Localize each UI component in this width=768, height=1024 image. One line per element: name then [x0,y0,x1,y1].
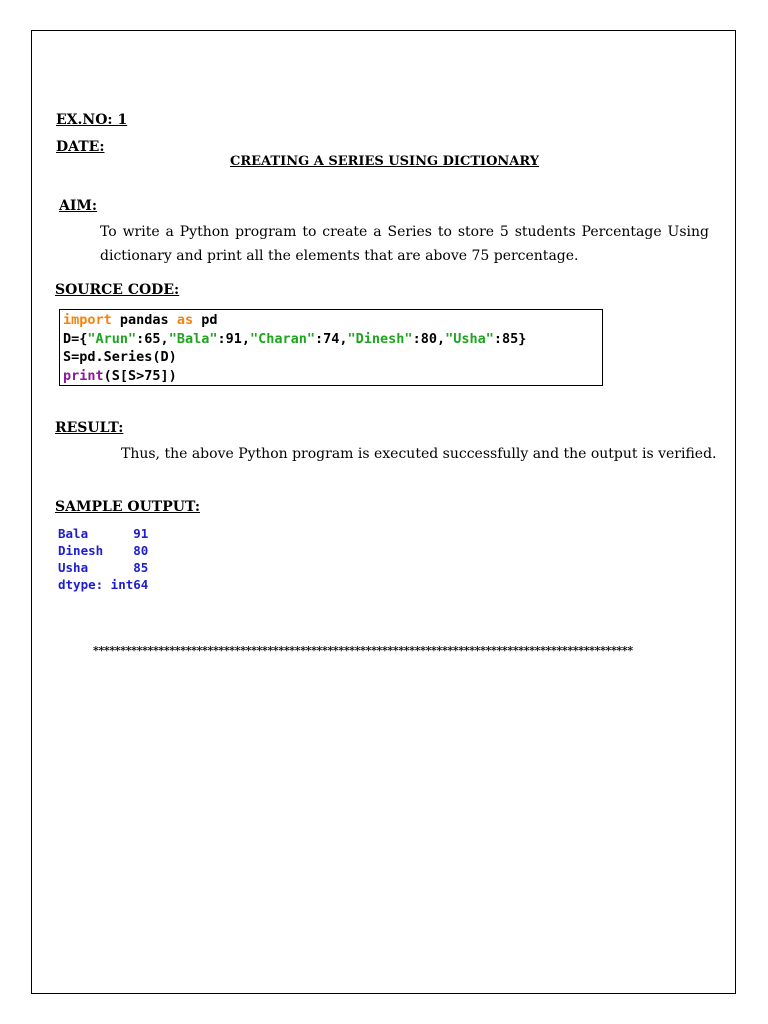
code-string: "Usha" [445,330,494,347]
output-row: Dinesh 80 [58,543,149,558]
code-keyword-as: as [176,312,194,328]
result-text: Thus, the above Python program is executed successfully and the output is verified. [121,446,717,462]
code-text: :91, [217,330,250,347]
code-string: "Arun" [87,330,137,347]
code-line-1 [63,311,599,330]
output-dtype: dtype: int64 [58,577,149,592]
output-row: Usha 85 [58,560,149,575]
code-text: :65, [136,330,169,347]
code-string: "Charan" [249,330,316,347]
code-text: :74, [315,330,348,347]
aim-text: To write a Python program to create a Series to store 5 students Percentage Using dictionary and print all the elements that are above 75 percentage. [100,224,709,264]
sample-output-block [58,525,148,593]
source-code-box [59,309,603,386]
separator-stars: *************************************************************************************************** [93,644,633,657]
output-row: Bala 91 [58,526,149,541]
code-string: "Dinesh" [347,330,413,347]
code-builtin-print: print [63,367,104,384]
code-line-3: S=pd.Series(D) [63,349,177,365]
code-text: :80, [412,330,446,347]
sample-output-heading: SAMPLE OUTPUT: [55,499,201,515]
code-text: (S[S>75]) [103,367,177,384]
aim-heading: AIM: [59,198,98,214]
code-keyword-import: import [63,312,112,328]
code-text: pd [193,312,218,328]
date-label: DATE: [56,139,105,155]
code-text: pandas [111,312,177,328]
code-string: "Bala" [168,330,218,347]
code-text: D={ [63,330,88,347]
page-title: CREATING A SERIES USING DICTIONARY [230,154,540,169]
source-code-heading: SOURCE CODE: [55,282,180,298]
code-line-4 [63,367,599,386]
code-line-2 [63,330,599,349]
exercise-number: EX.NO: 1 [56,112,128,128]
result-heading: RESULT: [55,420,124,436]
code-text: :85} [493,330,527,347]
